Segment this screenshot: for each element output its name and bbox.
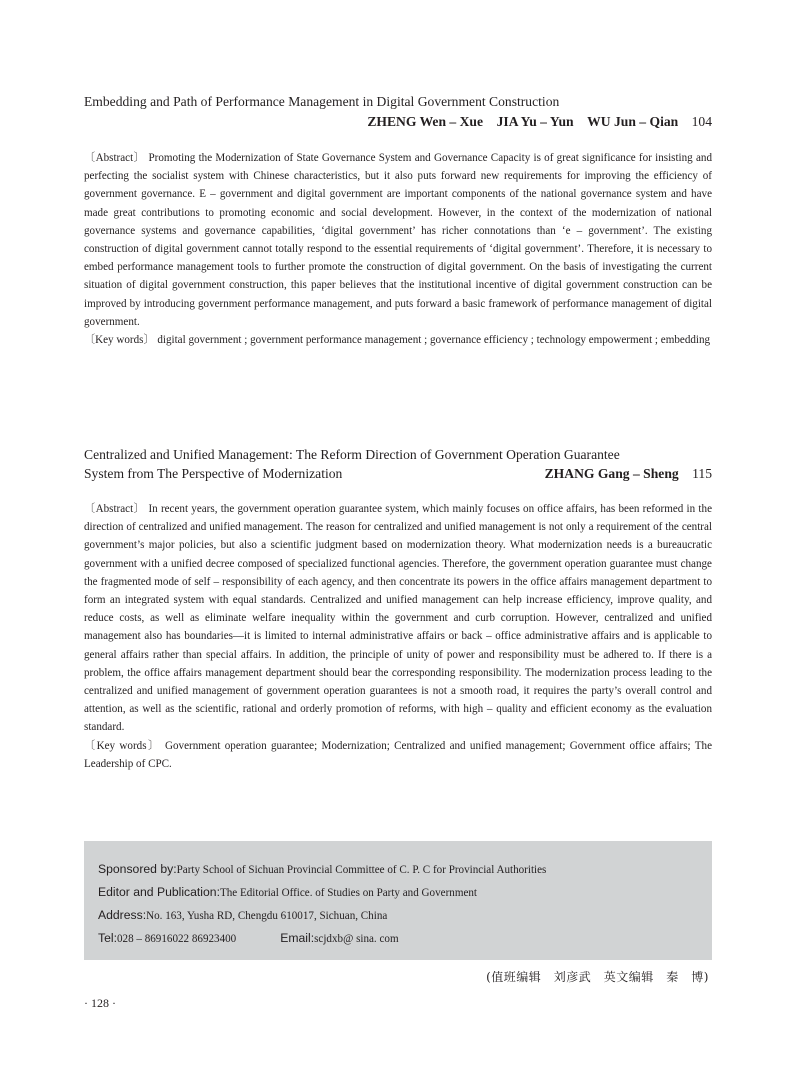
- abstract-label: 〔Abstract〕: [84, 152, 146, 164]
- sponsored-value: Party School of Sichuan Provincial Committee of C. P. C for Provincial Authorities: [176, 864, 547, 876]
- abstract-label: 〔Abstract〕: [84, 503, 146, 515]
- editor-label: Editor and Publication:: [98, 885, 220, 899]
- sponsored-line: [98, 858, 712, 881]
- article-2-authors: [545, 464, 712, 483]
- article-1-keywords: [84, 331, 712, 349]
- article-1-authors: [84, 112, 712, 131]
- keywords-label: 〔Key words〕: [84, 739, 161, 752]
- keywords-text: Government operation guarantee; Modernization; Centralized and unified management; Government office affairs; The Leadership of CPC.: [84, 739, 712, 770]
- editor-line: [98, 881, 712, 904]
- article-2-title-row: [84, 464, 712, 483]
- article-2-title-line-1: Centralized and Unified Management: The Reform Direction of Government Operation Guarantee: [84, 447, 620, 462]
- tel-value: 028 – 86916022 86923400: [116, 933, 237, 945]
- article-2: [84, 445, 712, 773]
- abstract-text: In recent years, the government operation guarantee system, which mainly focuses on office affairs, has been reformed in the direction of centralized and unified management. The reason for centralized and unified management is not only a requirement of the central government’s major policies, but also a scientific judgment based on modernization theory. What modernization needs is a bureaucratic government with a unified decree composed of specialized functional agencies. Therefore, the government operation guarantee must change the fragmented mode of self – responsibility of each agency, and then concentrate its powers in the office affairs management department to form an integrated system with equal standards. Centralized and unified management can help increase efficiency, improve quality, and reduce costs, as well as eliminate welfare inequality within the government and curb corruption. However, centralized and unified management also has boundaries—it is limited to internal administrative affairs or back – office administrative affairs and is applicable to general affairs rather than special affairs. In addition, the principle of unity of power and responsibility must be adhered to. If there is a problem, the office affairs management department should bear the corresponding responsibility. The modernization process leading to the centralized and unified management of government operation guarantees is not a smooth road, it requires the party’s overall control and attention, as well as the scientific, rational and orderly promotion of reforms, with high – quality and efficient economy as the evaluation standard.: [84, 503, 712, 734]
- tel-label: Tel:: [98, 931, 117, 945]
- address-line: [98, 904, 712, 927]
- sponsor-box: [84, 841, 712, 960]
- editors-note: (值班编辑 刘彦武 英文编辑 秦 博): [486, 970, 709, 984]
- contact-line: [98, 927, 712, 950]
- address-label: Address:: [98, 908, 147, 922]
- article-2-abstract: [84, 500, 712, 737]
- article-1-page: 104: [691, 114, 712, 129]
- page-number: · 128 ·: [84, 996, 116, 1010]
- article-1-title: Embedding and Path of Performance Management in Digital Government Construction: [84, 94, 560, 109]
- email-value: scjdxb@ sina. com: [314, 933, 399, 945]
- author: JIA Yu – Yun: [496, 114, 574, 129]
- keywords-text: digital government ; government performance management ; governance efficiency ; technology empowerment ; embedding: [157, 334, 711, 347]
- sponsored-label: Sponsored by:: [98, 862, 177, 876]
- article-2-keywords: [84, 737, 712, 773]
- article-1: [84, 92, 712, 349]
- author: ZHANG Gang – Sheng: [544, 466, 679, 481]
- author: ZHENG Wen – Xue: [367, 114, 484, 129]
- keywords-label: 〔Key words〕: [84, 334, 155, 347]
- email-label: Email:: [280, 931, 315, 945]
- editor-value: The Editorial Office. of Studies on Party and Government: [219, 887, 477, 899]
- article-1-abstract: [84, 149, 712, 331]
- abstract-text: Promoting the Modernization of State Governance System and Governance Capacity is of great significance for insisting and perfecting the socialist system with Chinese characteristics, but it also puts forward new requirements for improving the efficiency of government governance. E – government and digital government are important components of the national governance system and have made great contributions to promoting economic and social development. However, in the context of the modernization of national governance systems and governance capabilities, ‘digital government’ has richer connotations than ‘e – government’. The existing construction of digital government cannot totally respond to the essential requirements of ‘digital government’. Therefore, it is necessary to embed performance management tools to further promote the construction of digital government. On the basis of investigating the current situation of digital government construction, this paper believes that the institutional incentive of digital government construction can be improved by introducing government performance management, and puts forward a basic framework of performance management of digital government.: [84, 152, 713, 328]
- article-2-page: 115: [692, 466, 712, 481]
- address-value: No. 163, Yusha RD, Chengdu 610017, Sichuan, China: [146, 910, 388, 922]
- author: WU Jun – Qian: [587, 114, 679, 129]
- article-2-title-line-2: System from The Perspective of Modernization: [84, 466, 343, 481]
